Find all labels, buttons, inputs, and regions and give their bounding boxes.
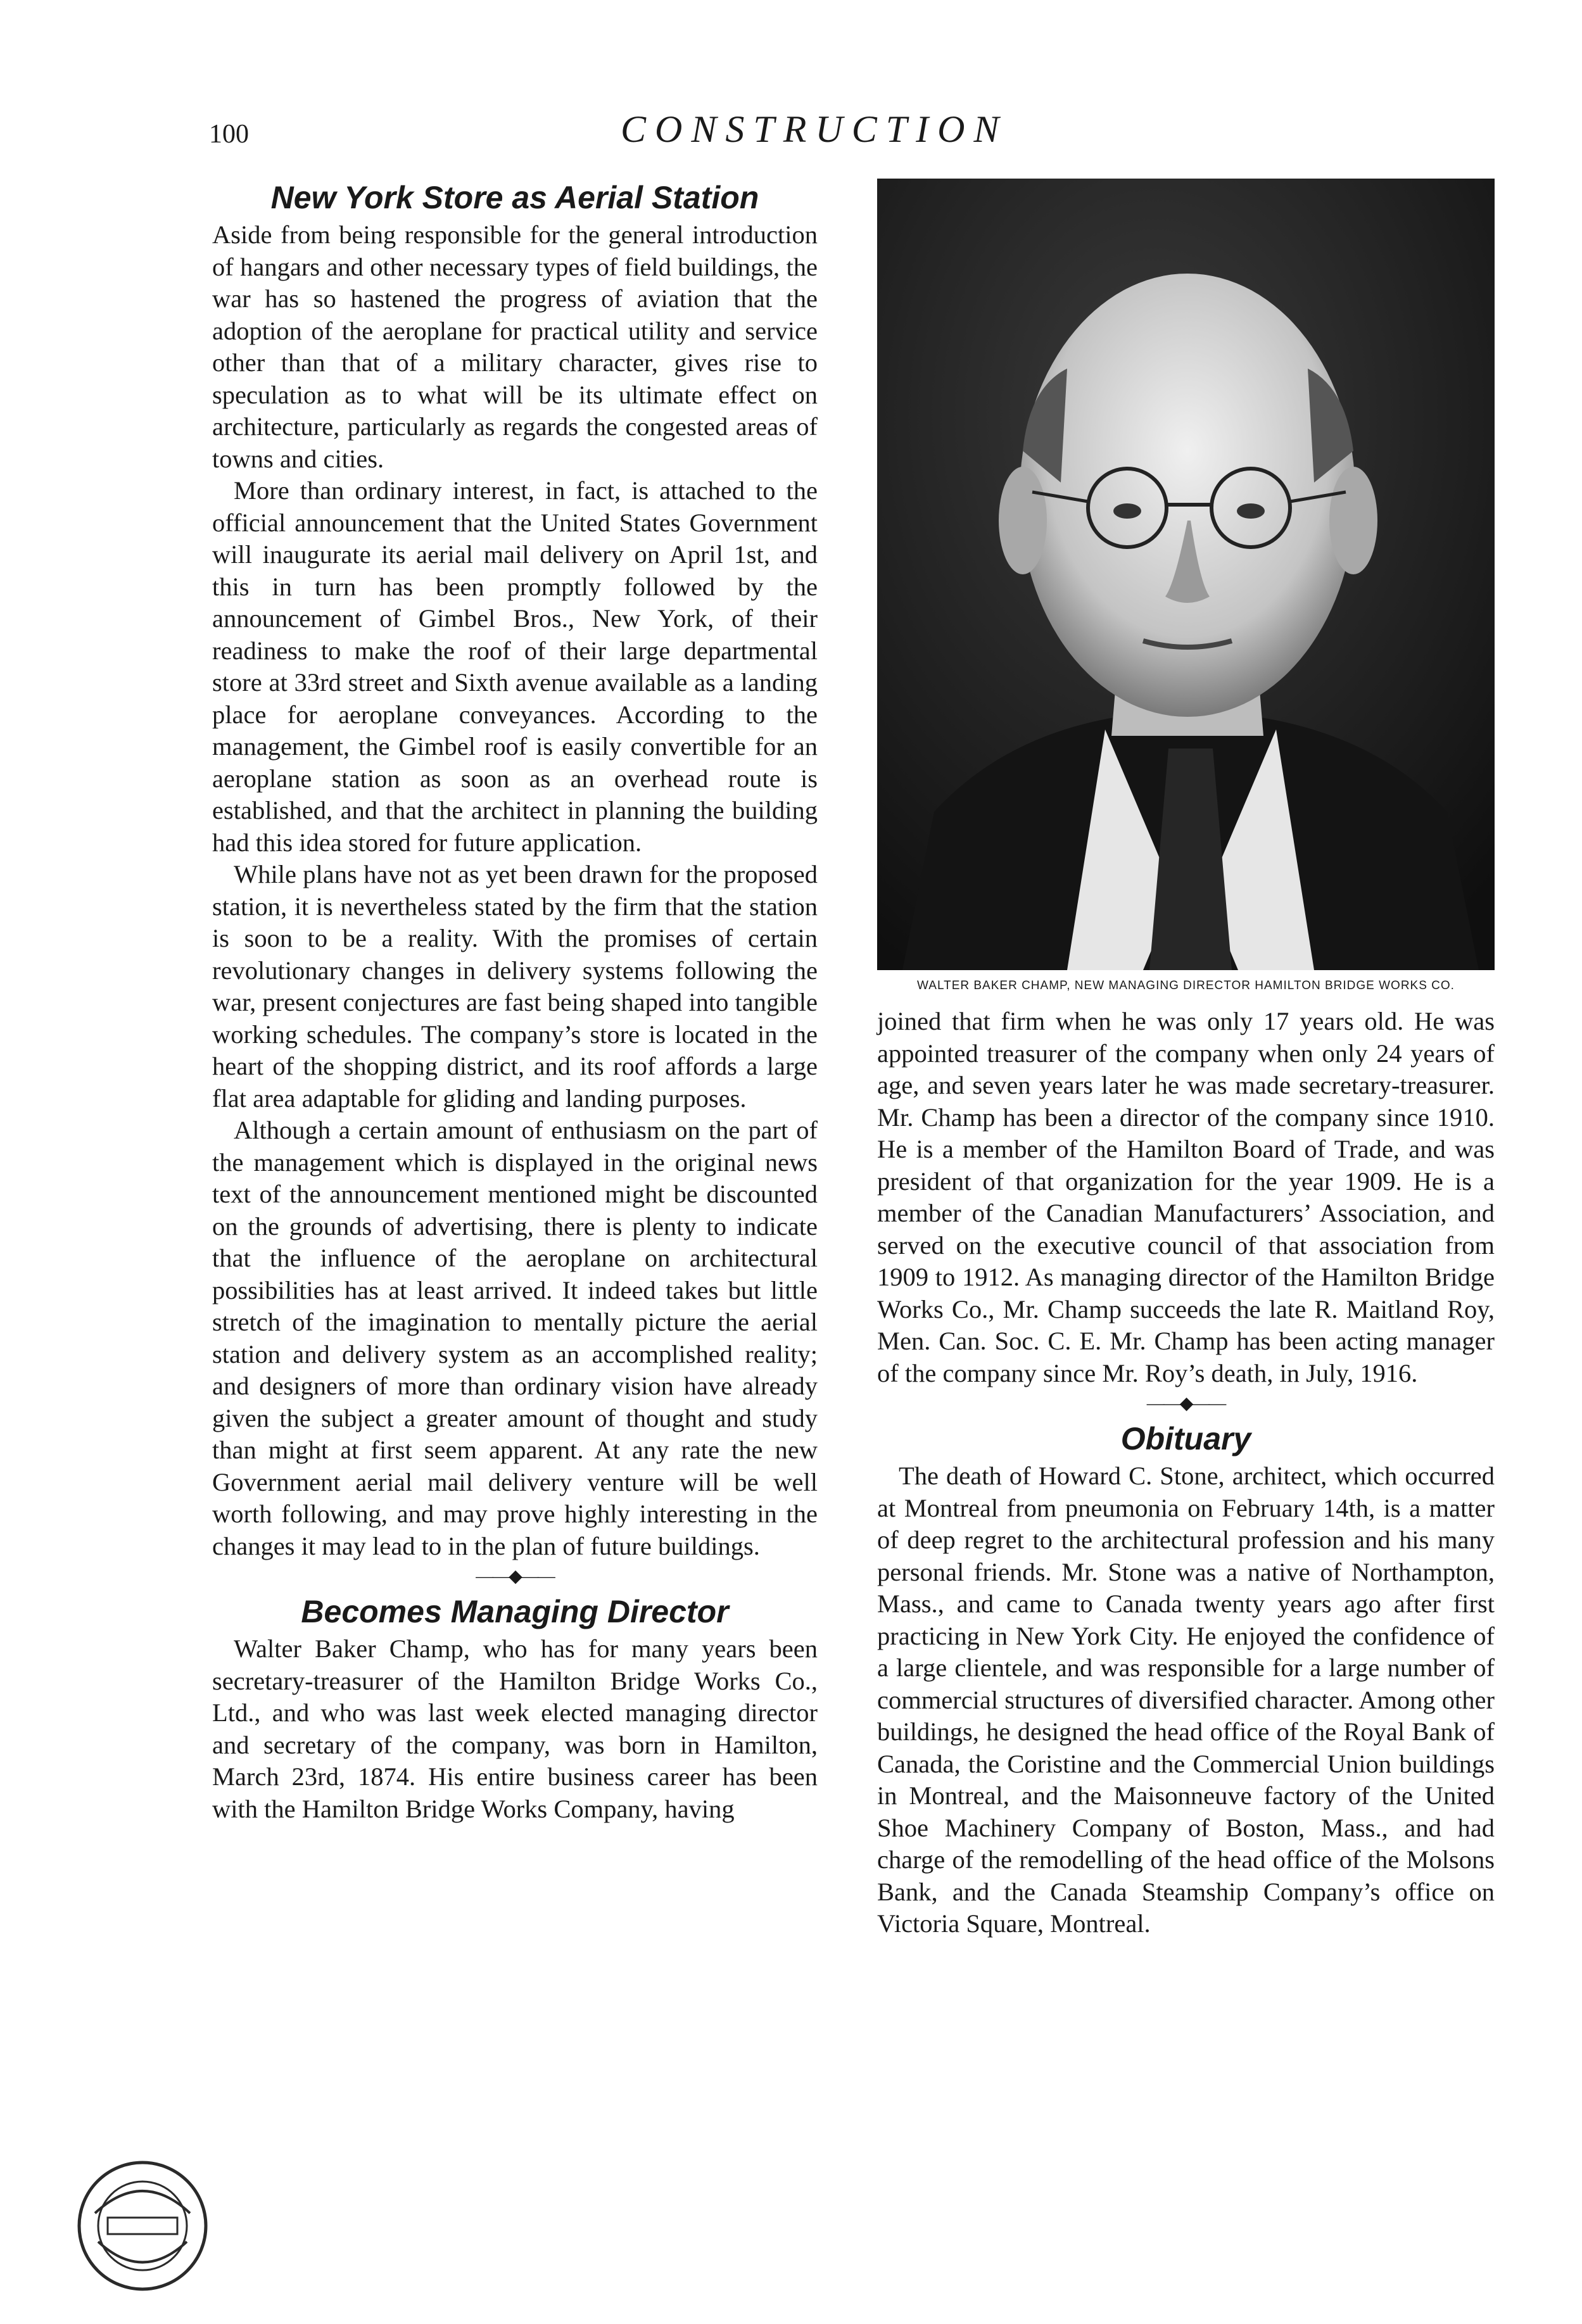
article-paragraph: Aside from being responsible for the general introduction of hangars and other necessary types of field buildings, the war has so hastened the progress of aviation that the adoption of the aeroplane for practical utility and service other than that of a military character, gives rise to speculation as to what will be its ultimate effect on architecture, particularly as regards the congested areas of towns and cities. xyxy=(212,220,818,473)
photo-caption: WALTER BAKER CHAMP, NEW MANAGING DIRECTOR HAMILTON BRIDGE WORKS CO. xyxy=(917,979,1455,992)
library-stamp-icon xyxy=(70,2153,215,2299)
article-paragraph: More than ordinary interest, in fact, is attached to the official announcement that the United States Government will inaugurate its aerial mail delivery on April 1st, and this in turn has been promptly followed by the announcement of Gimbel Bros., New York, of their readiness to make the roof of their large departmental store at 33rd street and Sixth avenue available as a landing place for aeroplane conveyances. According to the management, the Gimbel roof is easily convertible for an aeroplane station as soon as an overhead route is established, and that the architect in planning the building had this idea stored for future application. xyxy=(212,476,818,857)
section-divider: ——◆—— xyxy=(476,1567,554,1586)
article-paragraph: Although a certain amount of enthusiasm on the part of the management which is displayed in the original news text of the announcement mentioned might be discounted on the grounds of advertising, there is plenty to indicate that the influence of the aeroplane on architectural possibilities has at least arrived. It indeed takes but little stretch of the imagination to mentally picture the aerial station and delivery system as an accomplished reality; and designers of more than ordinary vision have already given the subject a greater amount of thought and study than might at first seem apparent. At any rate the new Government aerial mail delivery venture will be well worth following, and may prove highly interesting in the changes it may lead to in the plan of future buildings. xyxy=(212,1116,818,1560)
article-paragraph: Walter Baker Champ, who has for many years been secretary-treasurer of the Hamilton Bridge Works Co., Ltd., and who was last week elected managing director and secretary of the company, was born in Hamilton, March 23rd, 1874. His entire business career has been with the Hamilton Bridge Works Company, having xyxy=(212,1634,818,1823)
journal-title: CONSTRUCTION xyxy=(621,108,1008,150)
left-column xyxy=(212,179,818,1825)
article-headline-obituary: Obituary xyxy=(1120,1421,1251,1456)
running-header xyxy=(0,108,1582,152)
article-headline-managing-director: Becomes Managing Director xyxy=(301,1594,729,1629)
section-divider: ——◆—— xyxy=(1146,1394,1225,1413)
portrait-photo xyxy=(877,179,1495,970)
portrait-image xyxy=(877,179,1495,970)
article-continuation: joined that firm when he was only 17 years old. He was appointed treasurer of the company when only 24 years of age, and seven years later he was made secretary-treasurer. Mr. Champ has been a director of the company since 1910. He is a member of the Hamilton Board of Trade, and was president of that organization for the year 1909. He is a member of the Canadian Manufacturers’ Association, and served on the executive council of that association from 1909 to 1912. As managing director of the Hamilton Bridge Works Co., Mr. Champ succeeds the late R. Maitland Roy, Men. Can. Soc. C. E. Mr. Champ has been acting manager of the company since Mr. Roy’s death, in July, 1916. xyxy=(877,1007,1495,1387)
right-column xyxy=(877,179,1495,1940)
page-number: 100 xyxy=(209,120,249,149)
article-paragraph: The death of Howard C. Stone, architect, which occurred at Montreal from pneumonia on February 14th, is a matter of deep regret to the architectural profession and his many personal friends. Mr. Stone was a native of Northampton, Mass., and came to Canada twenty years ago after first practicing in New York City. He enjoyed the confidence of a large clientele, and was responsible for a large number of commercial structures of diversified character. Among other buildings, he designed the head office of the Royal Bank of Canada, the Coristine and the Commercial Union buildings in Montreal, and the Maisonneuve factory of the United Shoe Machinery Company of Boston, Mass., and had charge of the remodelling of the head office of the Molsons Bank, and the Canada Steamship Company’s office on Victoria Square, Montreal. xyxy=(877,1462,1495,1938)
article-headline-aerial-station: New York Store as Aerial Station xyxy=(270,180,759,215)
article-paragraph: While plans have not as yet been drawn for the proposed station, it is nevertheless stated by the firm that the station is soon to be a reality. With the promises of certain revolutionary changes in delivery systems following the war, present conjectures are fast being shaped into tangible working schedules. The company’s store is located in the heart of the shopping district, and its roof affords a large flat area adaptable for gliding and landing purposes. xyxy=(212,860,818,1113)
